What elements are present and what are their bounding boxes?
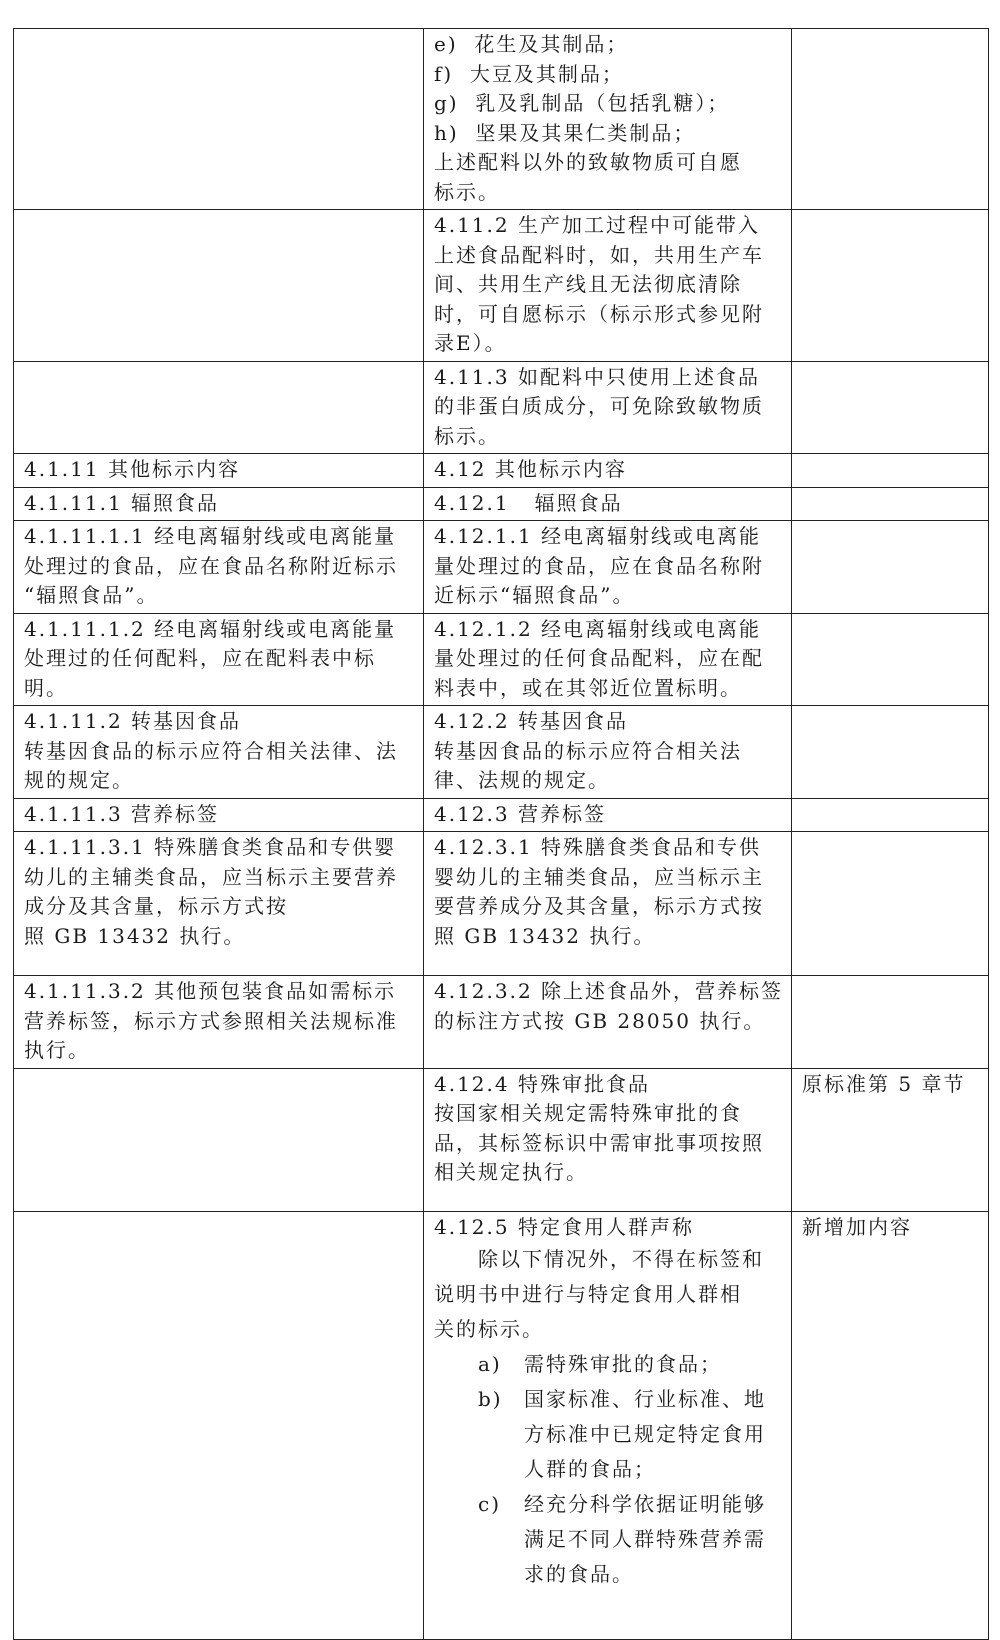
- table-row: [14, 832, 989, 976]
- new-text-line: h) 坚果及其果仁类制品；: [434, 120, 696, 145]
- new-text-line: 4.12 其他标示内容: [434, 457, 627, 481]
- new-text-line: g) 乳及乳制品（包括乳糖）；: [434, 91, 730, 115]
- old-text-line: 规的规定。: [24, 768, 134, 792]
- old-text-line: 4.1.11.1.1 经电离辐射线或电离能量: [24, 524, 397, 548]
- new-text-line: 4.12.3.2 除上述食品外，营养标签: [434, 979, 784, 1003]
- new-section-heading: 4.12.5 特定食用人群声称: [434, 1214, 694, 1239]
- table-row: [14, 976, 989, 1069]
- list-item-text: 满足不同人群特殊营养需: [524, 1527, 766, 1551]
- new-text-line: 要营养成分及其含量，标示方式按: [434, 894, 764, 918]
- new-text-line: 4.12.3 营养标签: [434, 801, 606, 826]
- table-row: [14, 454, 989, 488]
- new-text-line: 4.12.1.1 经电离辐射线或电离能: [434, 524, 762, 548]
- note-cell: [792, 29, 989, 210]
- new-text-line: 4.12.1.2 经电离辐射线或电离能: [434, 616, 762, 641]
- old-text-line: 营养标签，标示方式参照相关法规标准: [24, 1008, 398, 1033]
- note-cell: [792, 361, 989, 454]
- new-cell: [424, 521, 792, 614]
- old-cell: [14, 1211, 424, 1639]
- new-text-line: 按国家相关规定需特殊审批的食: [434, 1101, 742, 1125]
- new-text-line: 照 GB 13432 执行。: [434, 923, 656, 948]
- list-item-text: 国家标准、行业标准、地: [524, 1387, 766, 1411]
- old-text-line: 4.1.11 其他标示内容: [24, 457, 240, 481]
- old-cell: [14, 210, 424, 362]
- new-text-line: 上述配料以外的致敏物质可自愿: [434, 150, 742, 174]
- old-text-line: 4.1.11.3 营养标签: [24, 801, 220, 826]
- new-text-line: 录E）。: [434, 331, 507, 355]
- note-cell: [792, 832, 989, 976]
- new-cell: [424, 29, 792, 210]
- table-row: [14, 613, 989, 706]
- new-text-line: 说明书中进行与特定食用人群相: [434, 1282, 742, 1306]
- note-cell: [792, 521, 989, 614]
- old-cell: [14, 487, 424, 521]
- new-cell: [424, 210, 792, 362]
- table-row: [14, 487, 989, 521]
- old-cell: [14, 976, 424, 1069]
- old-cell: [14, 29, 424, 210]
- note-cell: [792, 1068, 989, 1211]
- new-text-line: 关的标示。: [434, 1317, 544, 1341]
- new-text-line: 除以下情况外，不得在标签和: [478, 1247, 764, 1271]
- new-text-line: e) 花生及其制品；: [434, 32, 629, 56]
- note-cell: [792, 487, 989, 521]
- new-cell: [424, 361, 792, 454]
- list-marker: c): [478, 1492, 502, 1516]
- old-text-line: 4.1.11.3.1 特殊膳食类食品和专供婴: [24, 835, 397, 859]
- new-text-line: 婴幼儿的主辅类食品，应当标示主: [434, 864, 764, 889]
- new-cell: [424, 798, 792, 832]
- old-text-line: 幼儿的主辅类食品，应当标示主要营养: [24, 864, 398, 889]
- old-text-line: 4.1.11.1.2 经电离辐射线或电离能量: [24, 616, 397, 641]
- old-text-line: 执行。: [24, 1038, 90, 1062]
- new-cell: [424, 454, 792, 488]
- old-cell: [14, 454, 424, 488]
- old-text-line: 照 GB 13432 执行。: [24, 923, 246, 948]
- new-paragraph: [434, 1242, 783, 1347]
- note-cell: [792, 613, 989, 706]
- old-cell: [14, 832, 424, 976]
- new-text-line: 的标注方式按 GB 28050 执行。: [434, 1008, 766, 1033]
- old-cell: [14, 1068, 424, 1211]
- new-text-line: 量处理过的任何食品配料，应在配: [434, 646, 764, 670]
- note-cell: [792, 798, 989, 832]
- old-text-line: “辐照食品”。: [24, 583, 159, 607]
- old-cell: [14, 613, 424, 706]
- new-cell: [424, 832, 792, 976]
- table-row: [14, 706, 989, 799]
- old-text-line: 4.1.11.2 转基因食品: [24, 709, 242, 733]
- old-text-line: 处理过的食品，应在食品名称附近标示: [24, 553, 398, 578]
- new-text-line: 4.12.2 转基因食品: [434, 709, 628, 733]
- new-text-line: 4.11.2 生产加工过程中可能带入: [434, 213, 760, 237]
- new-text-line: 标示。: [434, 423, 500, 448]
- new-text-line: 律、法规的规定。: [434, 768, 610, 792]
- new-text-line: 转基因食品的标示应符合相关法: [434, 738, 742, 763]
- old-cell: [14, 798, 424, 832]
- list-marker: a): [478, 1352, 502, 1376]
- new-text-line: 时，可自愿标示（标示形式参见附: [434, 301, 764, 326]
- note-cell: [792, 454, 989, 488]
- list-item-text: 需特殊审批的食品；: [524, 1352, 722, 1376]
- new-text-line: 4.12.1 辐照食品: [434, 490, 623, 515]
- table-row: [14, 361, 989, 454]
- note-cell: [792, 976, 989, 1069]
- table-row: [14, 798, 989, 832]
- table-row: [14, 521, 989, 614]
- new-cell: [424, 976, 792, 1069]
- old-cell: [14, 706, 424, 799]
- old-text-line: 处理过的任何配料，应在配料表中标: [24, 646, 376, 670]
- new-cell: [424, 706, 792, 799]
- comparison-table: [13, 28, 989, 1640]
- new-text-line: 品，其标签标识中需审批事项按照: [434, 1130, 764, 1155]
- old-cell: [14, 361, 424, 454]
- note-cell: [792, 706, 989, 799]
- list-item-text: 方标准中已规定特定食用: [524, 1422, 766, 1446]
- new-text-line: 上述食品配料时，如，共用生产车: [434, 242, 764, 267]
- table-row: [14, 210, 989, 362]
- new-text-line: 的非蛋白质成分，可免除致敏物质: [434, 394, 764, 418]
- old-text-line: 4.1.11.1 辐照食品: [24, 490, 220, 515]
- list-item-text: 人群的食品；: [524, 1457, 656, 1481]
- list-item: [434, 1382, 783, 1487]
- table-row: [14, 1068, 989, 1211]
- note-text: 新增加内容: [802, 1214, 912, 1239]
- old-text-line: 明。: [24, 675, 68, 700]
- new-text-line: 相关规定执行。: [434, 1160, 588, 1184]
- new-text-line: 4.12.3.1 特殊膳食类食品和专供: [434, 835, 762, 859]
- new-text-line: 4.11.3 如配料中只使用上述食品: [434, 364, 760, 389]
- new-text-line: 4.12.4 特殊审批食品: [434, 1071, 650, 1096]
- new-text-line: 量处理过的食品，应在食品名称附: [434, 553, 764, 578]
- old-text-line: 4.1.11.3.2 其他预包装食品如需标示: [24, 979, 397, 1003]
- list-item: [434, 1487, 783, 1592]
- new-text-line: 近标示“辐照食品”。: [434, 583, 635, 607]
- old-text-line: 成分及其含量，标示方式按: [24, 894, 288, 918]
- new-text-line: 料表中，或在其邻近位置标明。: [434, 675, 742, 700]
- list-item: [434, 1347, 783, 1382]
- note-text: 原标准第 5 章节: [802, 1071, 966, 1096]
- new-text-line: 间、共用生产线且无法彻底清除: [434, 272, 742, 296]
- new-cell: [424, 487, 792, 521]
- list-item-text: 求的食品。: [524, 1562, 634, 1586]
- table-row: [14, 29, 989, 210]
- note-cell: [792, 1211, 989, 1639]
- note-cell: [792, 210, 989, 362]
- old-cell: [14, 521, 424, 614]
- list-marker: b): [478, 1387, 503, 1411]
- list-item-text: 经充分科学依据证明能够: [524, 1492, 766, 1516]
- new-cell: [424, 1068, 792, 1211]
- new-text-line: f) 大豆及其制品；: [434, 61, 624, 86]
- new-cell: [424, 1211, 792, 1639]
- old-text-line: 转基因食品的标示应符合相关法律、法: [24, 738, 398, 763]
- table-row: [14, 1211, 989, 1639]
- new-cell: [424, 613, 792, 706]
- new-text-line: 标示。: [434, 179, 500, 204]
